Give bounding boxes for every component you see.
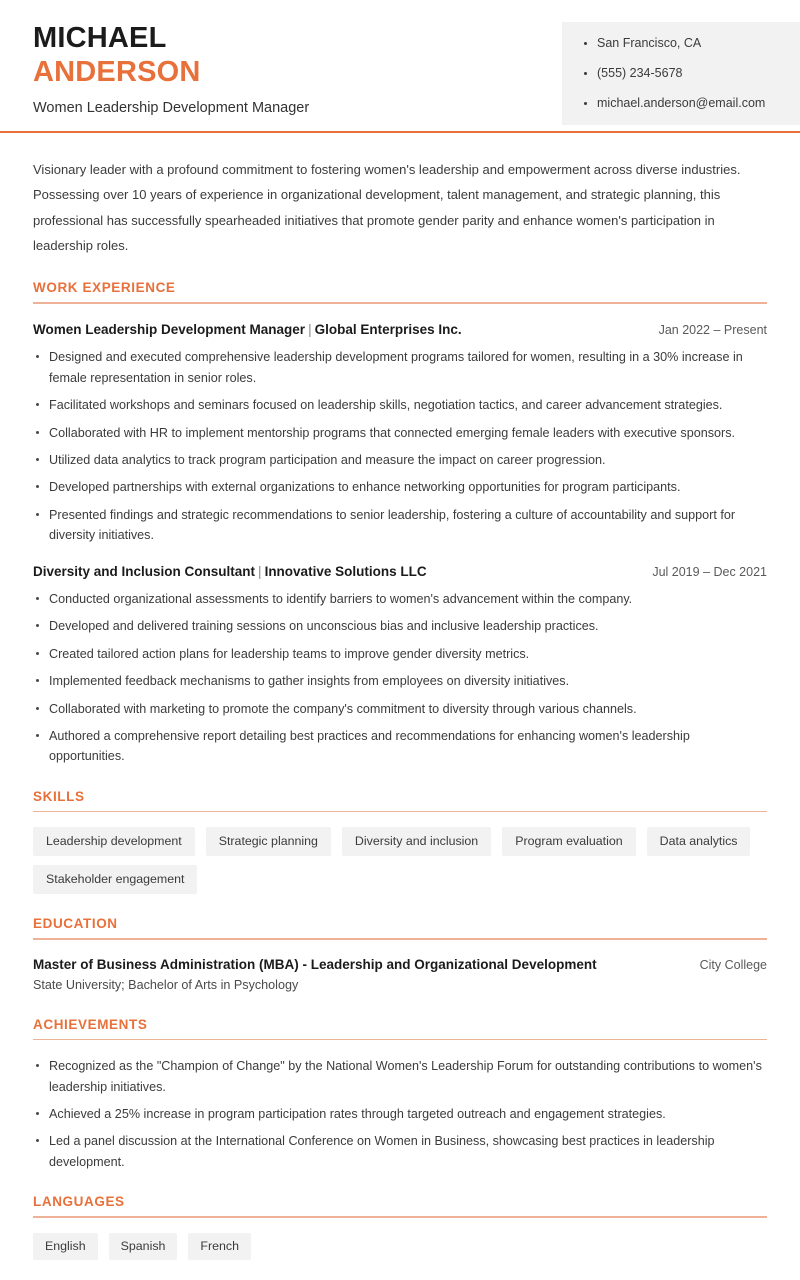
skill-tag: Data analytics: [647, 827, 751, 856]
bullet-item: Developed and delivered training sessions on unconscious bias and inclusive leadership practices.: [33, 616, 767, 636]
language-tag: English: [33, 1233, 98, 1260]
bullet-item: Implemented feedback mechanisms to gather insights from employees on diversity initiatives.: [33, 671, 767, 691]
section-title-work-experience: WORK EXPERIENCE: [33, 280, 176, 296]
language-tag: French: [188, 1233, 251, 1260]
achievements-bullets: [33, 1056, 767, 1172]
experience-role: Diversity and Inclusion Consultant: [33, 563, 256, 579]
header-divider: [0, 131, 800, 133]
section-skills: [33, 789, 767, 894]
title-separator: |: [308, 321, 312, 337]
bullet-item: Authored a comprehensive report detailing best practices and recommendations for enhancing women's leadership opportunities.: [33, 726, 767, 767]
section-title-skills: SKILLS: [33, 788, 85, 804]
skills-tag-list: [33, 827, 767, 894]
skill-tag: Diversity and inclusion: [342, 827, 491, 856]
section-achievements: [33, 1017, 767, 1172]
skill-tag: Leadership development: [33, 827, 195, 856]
bullet-item: Designed and executed comprehensive leadership development programs tailored for women, resulting in a 30% increase in female representation in senior roles.: [33, 347, 767, 388]
language-tag: Spanish: [109, 1233, 178, 1260]
education-school: City College: [699, 957, 767, 972]
bullet-item: Created tailored action plans for leadership teams to improve gender diversity metrics.: [33, 644, 767, 664]
contact-info-block: [562, 22, 800, 125]
contact-list: [584, 36, 800, 111]
bullet-item: Collaborated with HR to implement mentorship programs that connected emerging female leaders with executive sponsors.: [33, 423, 767, 443]
title-separator: |: [258, 563, 262, 579]
skill-tag: Program evaluation: [502, 827, 635, 856]
section-title-achievements: ACHIEVEMENTS: [33, 1016, 148, 1032]
experience-company: Global Enterprises Inc.: [314, 321, 462, 337]
last-name: ANDERSON: [33, 55, 201, 88]
education-subtext: State University; Bachelor of Arts in Psychology: [33, 978, 299, 993]
education-degree: Master of Business Administration (MBA) - Leadership and Organizational Development: [33, 956, 597, 972]
experience-role: Women Leadership Development Manager: [33, 321, 306, 337]
headline-job-title: Women Leadership Development Manager: [33, 100, 310, 117]
section-work-experience: [33, 280, 767, 766]
bullet-item: Presented findings and strategic recommendations to senior leadership, fostering a culture of accountability and support for diversity initiatives.: [33, 505, 767, 546]
experience-title: [33, 321, 462, 339]
section-languages: [33, 1194, 767, 1259]
section-rule: [33, 1216, 767, 1218]
bullet-item: Developed partnerships with external organizations to enhance networking opportunities for program participants.: [33, 477, 767, 497]
bullet-item: Led a panel discussion at the International Conference on Women in Business, showcasing best practices in leadership development.: [33, 1131, 767, 1172]
section-education: [33, 916, 767, 995]
bullet-item: Conducted organizational assessments to identify barriers to women's advancement within the company.: [33, 589, 767, 609]
experience-bullets: [33, 347, 767, 545]
bullet-item: Recognized as the "Champion of Change" by the National Women's Leadership Forum for outstanding contributions to women's leadership initiatives.: [33, 1056, 767, 1097]
section-rule: [33, 938, 767, 940]
section-title-education: EDUCATION: [33, 916, 118, 932]
skill-tag: Strategic planning: [206, 827, 331, 856]
experience-company: Innovative Solutions LLC: [264, 563, 427, 579]
bullet-item: Facilitated workshops and seminars focused on leadership skills, negotiation tactics, and career advancement strategies.: [33, 395, 767, 415]
experience-title: [33, 563, 427, 581]
professional-summary: Visionary leader with a profound commitment to fostering women's leadership and empowerment across diverse industries. Possessing over 10 years of experience in organizational development, talent management, and strategic planning, this professional has successfully spearheaded initiatives that promote gender parity and enhance women's participation in leadership roles.: [33, 162, 741, 254]
full-name: [33, 22, 309, 89]
contact-item-phone: (555) 234-5678: [584, 66, 800, 81]
section-rule: [33, 1039, 767, 1041]
section-rule: [33, 811, 767, 813]
experience-bullets: [33, 589, 767, 767]
experience-date: Jan 2022 – Present: [658, 322, 767, 337]
section-title-languages: LANGUAGES: [33, 1194, 125, 1210]
resume-header: [0, 0, 800, 133]
bullet-item: Utilized data analytics to track program participation and measure the impact on career progression.: [33, 450, 767, 470]
contact-item-email[interactable]: michael.anderson@email.com: [584, 96, 800, 111]
identity-block: [0, 0, 309, 116]
experience-entry: [33, 321, 767, 546]
section-rule: [33, 302, 767, 304]
education-entry: [33, 956, 767, 995]
contact-item-location: San Francisco, CA: [584, 36, 800, 51]
bullet-item: Achieved a 25% increase in program participation rates through targeted outreach and engagement strategies.: [33, 1104, 767, 1124]
skill-tag: Stakeholder engagement: [33, 865, 197, 894]
experience-entry: [33, 563, 767, 767]
first-name: MICHAEL: [33, 22, 167, 54]
languages-tag-list: [33, 1233, 767, 1260]
bullet-item: Collaborated with marketing to promote the company's commitment to diversity through various channels.: [33, 699, 767, 719]
experience-date: Jul 2019 – Dec 2021: [652, 564, 767, 579]
